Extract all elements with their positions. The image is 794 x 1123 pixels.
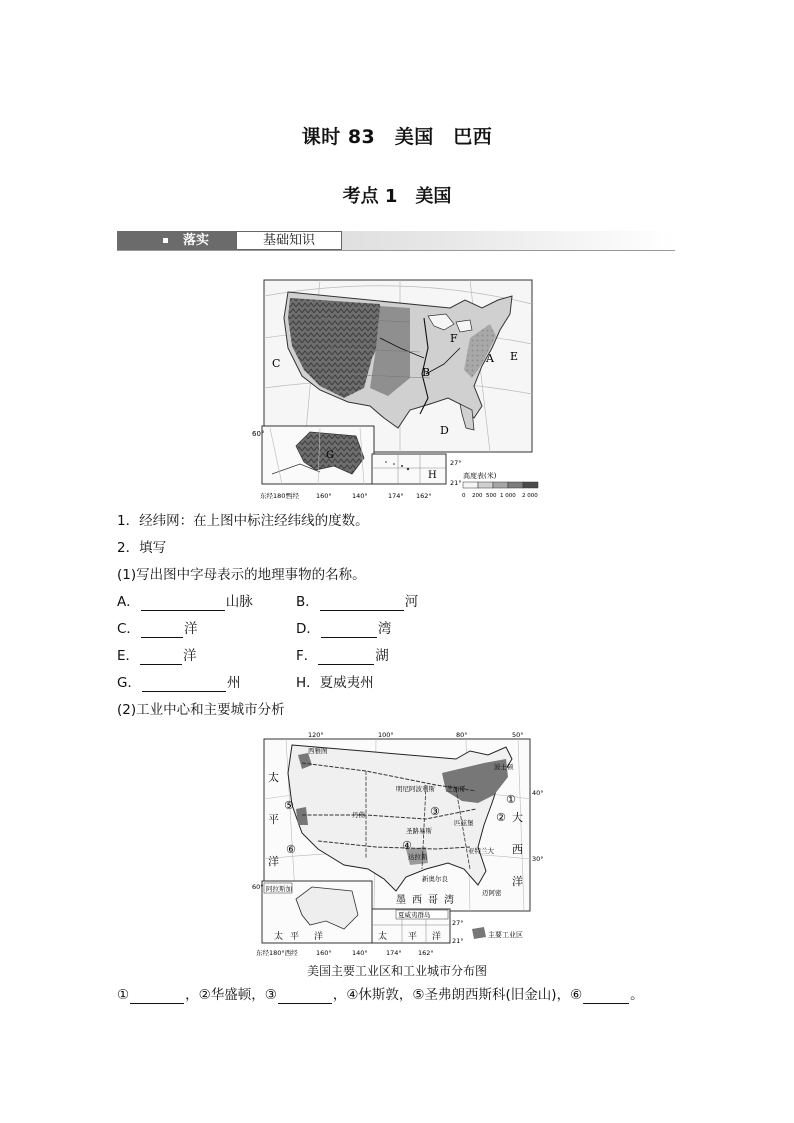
answer-row-e	[117, 647, 197, 665]
answer-row-d	[296, 620, 391, 638]
question-2-1: (1)写出图中字母表示的地理事物的名称。	[117, 567, 366, 583]
legend-tick-200: 200	[472, 493, 483, 499]
label-b: B．	[296, 594, 319, 610]
legend-tick-0: 0	[462, 493, 466, 499]
lat-40: 40°	[532, 789, 544, 797]
usa-industry-map	[252, 729, 544, 959]
lon-80: 80°	[456, 731, 468, 739]
hawaii-lat-21: 21°	[452, 937, 464, 945]
pacific-char-2: 平	[268, 813, 279, 826]
alaska-label: 阿拉斯加	[266, 885, 292, 893]
alaska-lon-label-3: 160°	[316, 492, 332, 500]
blank-f[interactable]	[318, 650, 374, 665]
map-letter-g: G	[326, 450, 334, 461]
alaska-lon-left: 东经180°西经	[256, 949, 298, 957]
final-label-1: ①	[117, 987, 130, 1003]
lon-120: 120°	[308, 731, 324, 739]
label-e: E．	[117, 648, 140, 664]
map-letter-d: D	[440, 424, 449, 437]
square-bullet-icon	[163, 238, 168, 243]
label-h: H．夏威夷州	[296, 675, 374, 691]
hawaii-lat-27: 27°	[450, 459, 462, 467]
suffix-d: 湾	[377, 621, 392, 637]
blank-6[interactable]	[583, 989, 629, 1004]
gulf-char-1: 墨	[396, 895, 406, 906]
alaska-ocean-3: 洋	[314, 932, 324, 942]
answer-row-f	[296, 647, 389, 665]
atlantic-char-1: 大	[512, 811, 523, 824]
blank-b[interactable]	[320, 596, 404, 611]
circle-5: ⑤	[284, 799, 294, 812]
alaska-lon-label-1: 东经180°	[260, 492, 289, 500]
map-letter-b: B	[422, 366, 431, 379]
final-label-4: 。	[630, 987, 644, 1003]
answer-row-a	[117, 593, 253, 611]
blank-e[interactable]	[140, 650, 182, 665]
section-bar-label: 落实	[183, 233, 210, 248]
suffix-a: 山脉	[225, 594, 253, 610]
map-letter-e: E	[510, 350, 519, 363]
city-new-orleans: 新奥尔良	[422, 875, 448, 883]
blank-d[interactable]	[321, 623, 377, 638]
map-letter-h: H	[428, 470, 437, 481]
hawaii-lat-21: 21°	[450, 479, 462, 487]
atlantic-char-3: 洋	[512, 875, 523, 888]
circle-4: ④	[402, 839, 412, 852]
blank-g[interactable]	[142, 677, 226, 692]
city-chicago: 芝加哥	[446, 785, 466, 793]
alaska-lat-label: 60°	[252, 430, 265, 438]
blank-a[interactable]	[141, 596, 225, 611]
suffix-g: 州	[226, 675, 241, 691]
alaska-lon-label-2: 西经	[286, 492, 299, 500]
elevation-legend	[462, 471, 538, 499]
page-title: 课时 83 美国 巴西	[301, 126, 493, 148]
suffix-f: 湖	[375, 648, 389, 664]
pacific-char-3: 洋	[268, 855, 279, 868]
alaska-ocean-2: 平	[290, 932, 300, 942]
blank-3[interactable]	[278, 989, 332, 1004]
answer-row-b	[296, 593, 418, 611]
city-minneapolis: 明尼阿波利斯	[396, 785, 435, 793]
question-2: 2．填写	[117, 540, 167, 556]
hawaii-label: 夏威夷群岛	[398, 911, 431, 919]
legend-tick-2000: 2 000	[522, 493, 538, 499]
legend-tick-500: 500	[486, 493, 497, 499]
hawaii-lat-27: 27°	[452, 919, 464, 927]
question-2-2: (2)工业中心和主要城市分析	[117, 702, 285, 718]
label-c: C．	[117, 621, 140, 637]
circle-3: ③	[430, 805, 440, 818]
city-miami: 迈阿密	[482, 889, 502, 897]
answer-row-c	[117, 620, 197, 638]
suffix-c: 洋	[183, 621, 198, 637]
circle-6: ⑥	[286, 843, 296, 856]
hawaii-lon-174: 174°	[386, 949, 402, 957]
final-fill-line	[117, 986, 644, 1004]
legend-tick-1000: 1 000	[500, 493, 516, 499]
alaska-lat-60: 60°	[252, 883, 264, 891]
blank-1[interactable]	[130, 989, 184, 1004]
answer-row-h	[296, 674, 374, 692]
label-g: G．	[117, 675, 141, 691]
lon-100: 100°	[378, 731, 394, 739]
suffix-e: 洋	[183, 648, 197, 664]
industry-legend	[472, 927, 523, 939]
hawaii-lon-162: 162°	[416, 492, 432, 500]
city-dallas: 达拉斯	[408, 853, 428, 861]
label-d: D．	[296, 621, 320, 637]
section-title: 考点 1 美国	[342, 186, 452, 207]
gulf-char-2: 西	[412, 895, 422, 906]
hawaii-ocean-2: 平	[408, 932, 418, 942]
section-bar-label-box	[117, 231, 236, 250]
city-seattle: 西雅图	[308, 747, 328, 755]
pacific-char-1: 太	[268, 771, 279, 784]
label-a: A．	[117, 594, 140, 610]
map-letter-a: A	[486, 352, 494, 365]
legend-title: 高度表(米)	[463, 472, 497, 480]
question-1: 1．经纬网：在上图中标注经纬线的度数。	[117, 513, 369, 529]
final-label-3: ，④休斯敦，⑤圣弗朗西斯科(旧金山)，⑥	[332, 987, 583, 1003]
atlantic-char-2: 西	[512, 843, 523, 856]
usa-relief-map	[252, 278, 544, 500]
gulf-char-4: 湾	[444, 895, 454, 906]
map-letter-f: F	[450, 332, 458, 345]
alaska-ocean-1: 太	[274, 932, 284, 942]
city-st-louis: 圣路易斯	[406, 827, 432, 835]
city-denver: 丹佛	[352, 811, 365, 819]
answer-row-g	[117, 674, 240, 692]
hawaii-ocean-1: 太	[378, 932, 388, 942]
city-boston: 波士顿	[494, 763, 514, 771]
map-letter-c: C	[272, 357, 281, 370]
final-label-2: ，②华盛顿，③	[185, 987, 277, 1003]
circle-1: ①	[506, 793, 516, 806]
city-atlanta: 亚特兰大	[468, 847, 494, 855]
city-pittsburgh: 匹兹堡	[454, 819, 474, 827]
alaska-lon-140: 140°	[352, 949, 368, 957]
label-f: F．	[296, 648, 318, 664]
section-bar-tag: 基础知识	[236, 231, 342, 250]
alaska-lon-160: 160°	[316, 949, 332, 957]
hawaii-lon-162: 162°	[418, 949, 434, 957]
figure-caption: 美国主要工业区和工业城市分布图	[306, 964, 487, 978]
alaska-lon-label-4: 140°	[352, 492, 368, 500]
suffix-b: 河	[404, 594, 419, 610]
blank-c[interactable]	[141, 623, 183, 638]
section-bar	[117, 231, 675, 251]
lat-30: 30°	[532, 855, 544, 863]
legend-industrial-area: 主要工业区	[488, 931, 523, 939]
gulf-char-3: 哥	[428, 895, 438, 906]
hawaii-lon-174: 174°	[388, 492, 404, 500]
hawaii-ocean-3: 洋	[432, 932, 442, 942]
circle-2: ②	[496, 811, 506, 824]
lon-50: 50°	[512, 731, 524, 739]
